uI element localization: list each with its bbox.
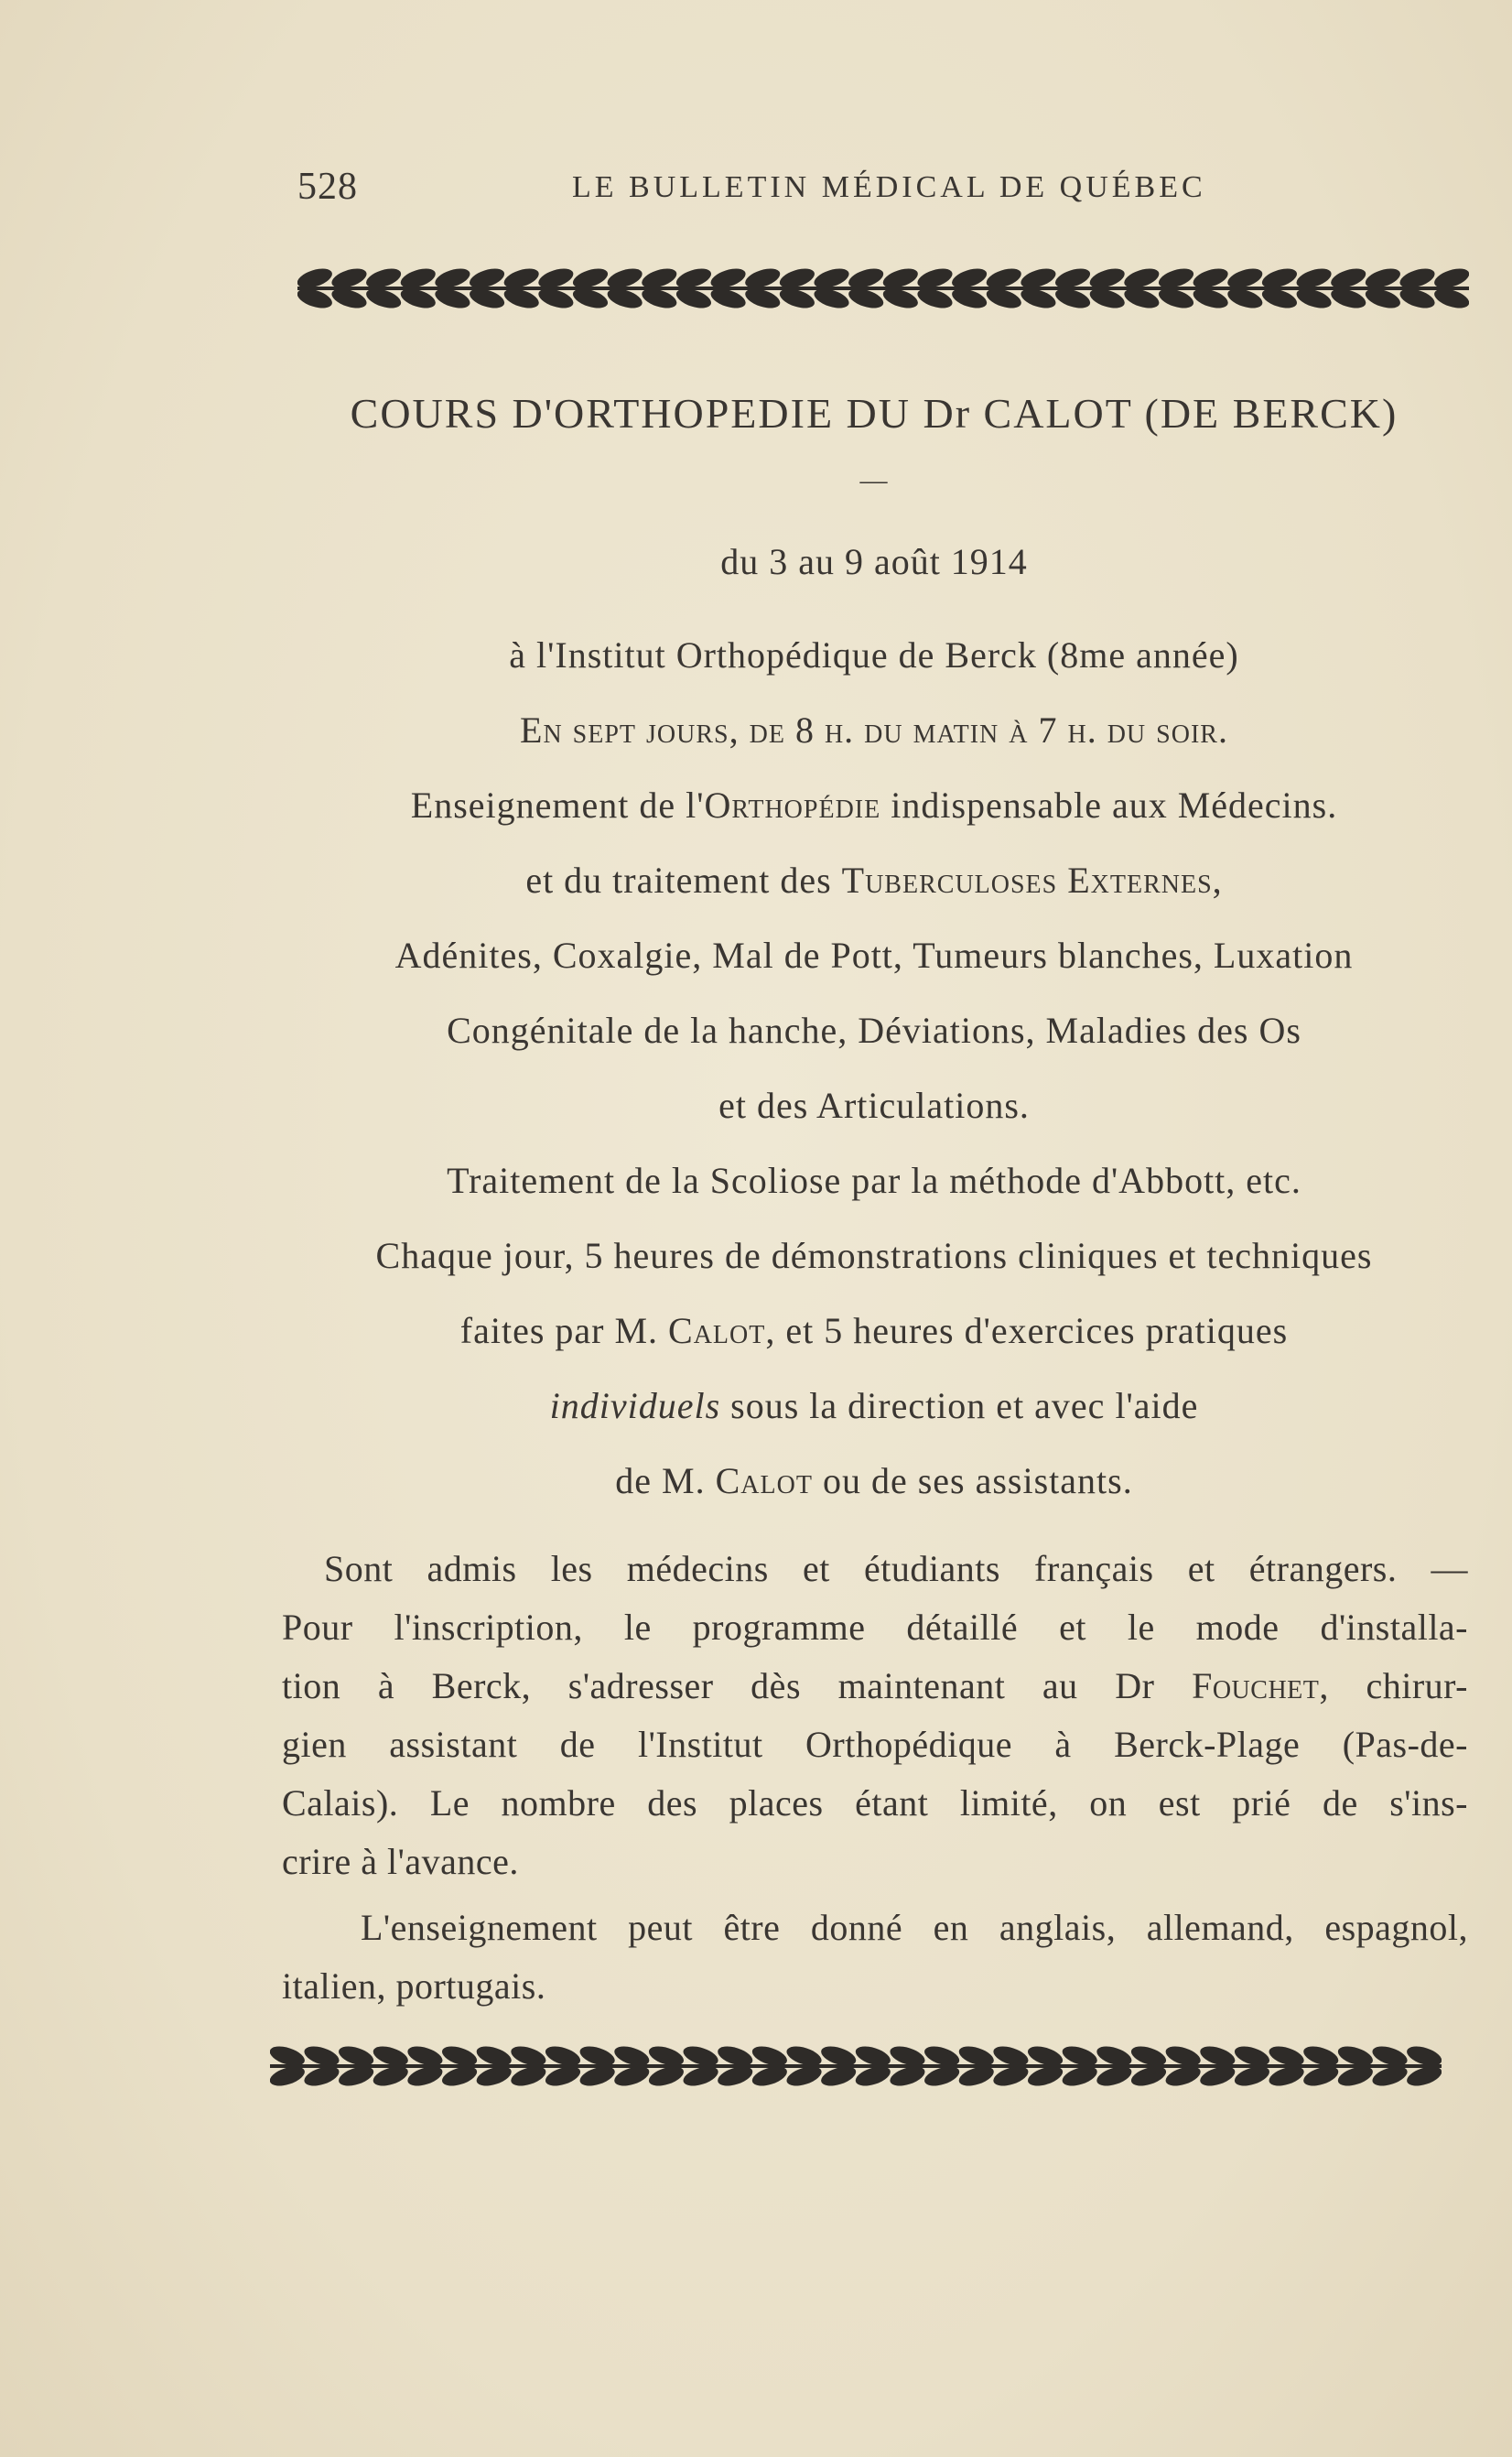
treatment-line [256,859,1492,902]
paragraph-line: italien, portugais. [282,1965,546,2007]
schedule-line [256,709,1492,752]
page-header [297,165,1213,220]
assist-text-a: de M. [615,1460,716,1501]
daily-line: Chaque jour, 5 heures de démonstrations cliniques et techniques [375,1235,1373,1276]
laurel-stem [297,287,1469,290]
paragraph-line [282,1657,1468,1716]
page-number: 528 [297,166,358,208]
paragraph-line: Calais). Le nombre des places étant limité, on est prié de s'ins- [282,1782,1468,1824]
institute-line: à l'Institut Orthopédique de Berck (8me année) [509,634,1239,676]
conditions-line-1: Adénites, Coxalgie, Mal de Pott, Tumeurs blanches, Luxation [394,935,1354,976]
schedule-text: En sept jours, de 8 h. du matin à 7 h. du soir. [520,709,1228,751]
teaching-text-c: indispensable aux Médecins. [880,785,1338,826]
teaching-text-b: Orthopédie [704,785,881,826]
laurel-border-icon [297,258,1469,319]
laurel-border-icon [270,2036,1442,2096]
assistants-line [256,1459,1492,1502]
conditions-line-3: et des Articulations. [718,1085,1030,1126]
title-separator: — [859,465,889,495]
treatment-text-a: et du traitement des [525,860,842,901]
paragraph-text: , chirur- [1319,1665,1468,1706]
teaching-line [256,784,1492,827]
scoliosis-line: Traitement de la Scoliose par la méthode d'Abbott, etc. [447,1160,1301,1201]
by-text-b: Calot [668,1310,766,1351]
paragraph-text-sc: Fouchet [1192,1665,1320,1706]
conditions-line-2: Congénitale de la hanche, Déviations, Maladies des Os [447,1010,1301,1051]
paragraph-line: L'enseignement peut être donné en anglais, allemand, espagnol, [361,1907,1468,1948]
paragraph-line: Pour l'inscription, le programme détaillé et le mode d'installa- [282,1607,1468,1648]
article-title: COURS D'ORTHOPEDIE DU Dr CALOT (DE BERCK) [350,390,1399,437]
course-dates: du 3 au 9 août 1914 [720,541,1028,582]
by-line [256,1309,1492,1352]
paragraph-line: gien assistant de l'Institut Orthopédique à Berck-Plage (Pas-de- [282,1724,1468,1765]
individual-line [256,1384,1492,1427]
individual-text-a: individuels [549,1385,721,1426]
teaching-text-a: Enseignement de l' [410,785,705,826]
paragraph-line: crire à l'avance. [282,1841,519,1882]
paragraph-line: Sont admis les médecins et étudiants français et étrangers. — [324,1548,1468,1589]
paragraph-text: tion à Berck, s'adresser dès maintenant au Dr [282,1665,1193,1706]
assist-text-c: ou de ses assistants. [812,1460,1133,1501]
laurel-stem [270,2064,1442,2068]
running-title: LE BULLETIN MÉDICAL DE QUÉBEC [572,170,1206,204]
individual-text-b: sous la direction et avec l'aide [720,1385,1199,1426]
assist-text-b: Calot [715,1460,813,1501]
treatment-text-b: Tuberculoses Externes, [841,860,1223,901]
by-text-a: faites par M. [459,1310,669,1351]
by-text-c: , et 5 heures d'exercices pratiques [765,1310,1289,1351]
